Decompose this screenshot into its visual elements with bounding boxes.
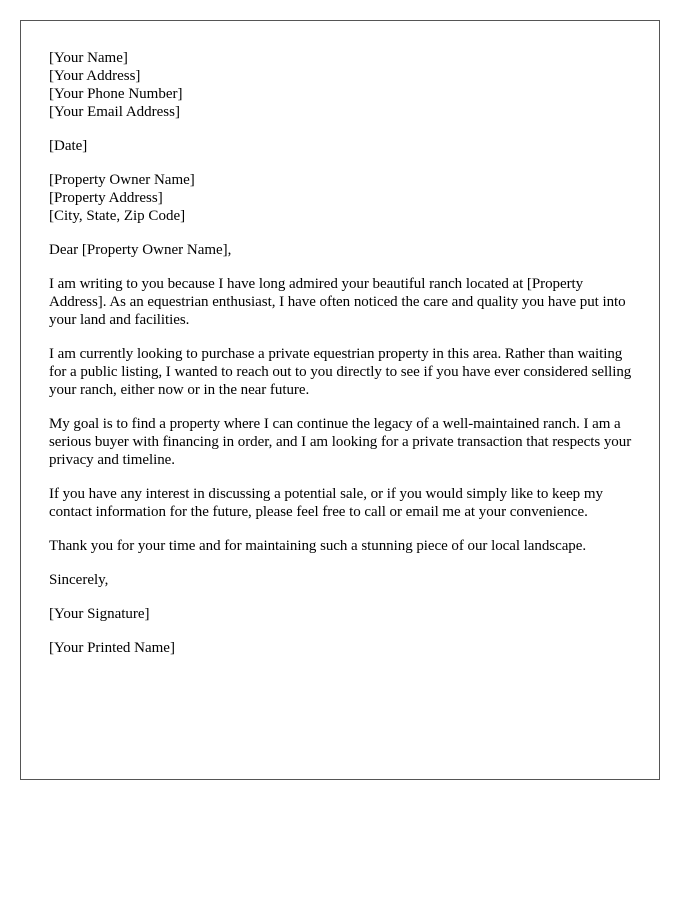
- printed-name: [Your Printed Name]: [49, 640, 175, 656]
- paragraph-intro: I am writing to you because I have long admired your beautiful ranch located at [Property Address]. As an equestrian enthusiast, I have often noticed the care and quality you have put into your land and facilities.: [49, 276, 626, 328]
- letter-body: [49, 49, 633, 673]
- sender-email: [Your Email Address]: [49, 104, 180, 120]
- sender-name: [Your Name]: [49, 50, 128, 66]
- sender-block: [49, 49, 633, 121]
- sender-address: [Your Address]: [49, 68, 141, 84]
- sender-phone: [Your Phone Number]: [49, 86, 183, 102]
- letter-page: [20, 20, 660, 780]
- recipient-city-state-zip: [City, State, Zip Code]: [49, 208, 186, 224]
- signature: [Your Signature]: [49, 606, 150, 622]
- paragraph-thanks: Thank you for your time and for maintaining such a stunning piece of our local landscape.: [49, 538, 587, 554]
- recipient-name: [Property Owner Name]: [49, 172, 195, 188]
- paragraph-goal: My goal is to find a property where I can continue the legacy of a well-maintained ranch. I am a serious buyer with financing in order, and I am looking for a private transaction that respects your privacy and timeline.: [49, 416, 632, 468]
- recipient-block: [49, 171, 633, 225]
- date-line: [Date]: [49, 138, 88, 154]
- paragraph-purchase-interest: I am currently looking to purchase a private equestrian property in this area. Rather than waiting for a public listing, I wanted to reach out to you directly to see if you have ever considered selling your ranch, either now or in the near future.: [49, 346, 632, 398]
- closing: Sincerely,: [49, 572, 109, 588]
- salutation: Dear [Property Owner Name],: [49, 242, 232, 258]
- paragraph-contact: If you have any interest in discussing a potential sale, or if you would simply like to keep my contact information for the future, please feel free to call or email me at your convenience.: [49, 486, 603, 520]
- recipient-address: [Property Address]: [49, 190, 163, 206]
